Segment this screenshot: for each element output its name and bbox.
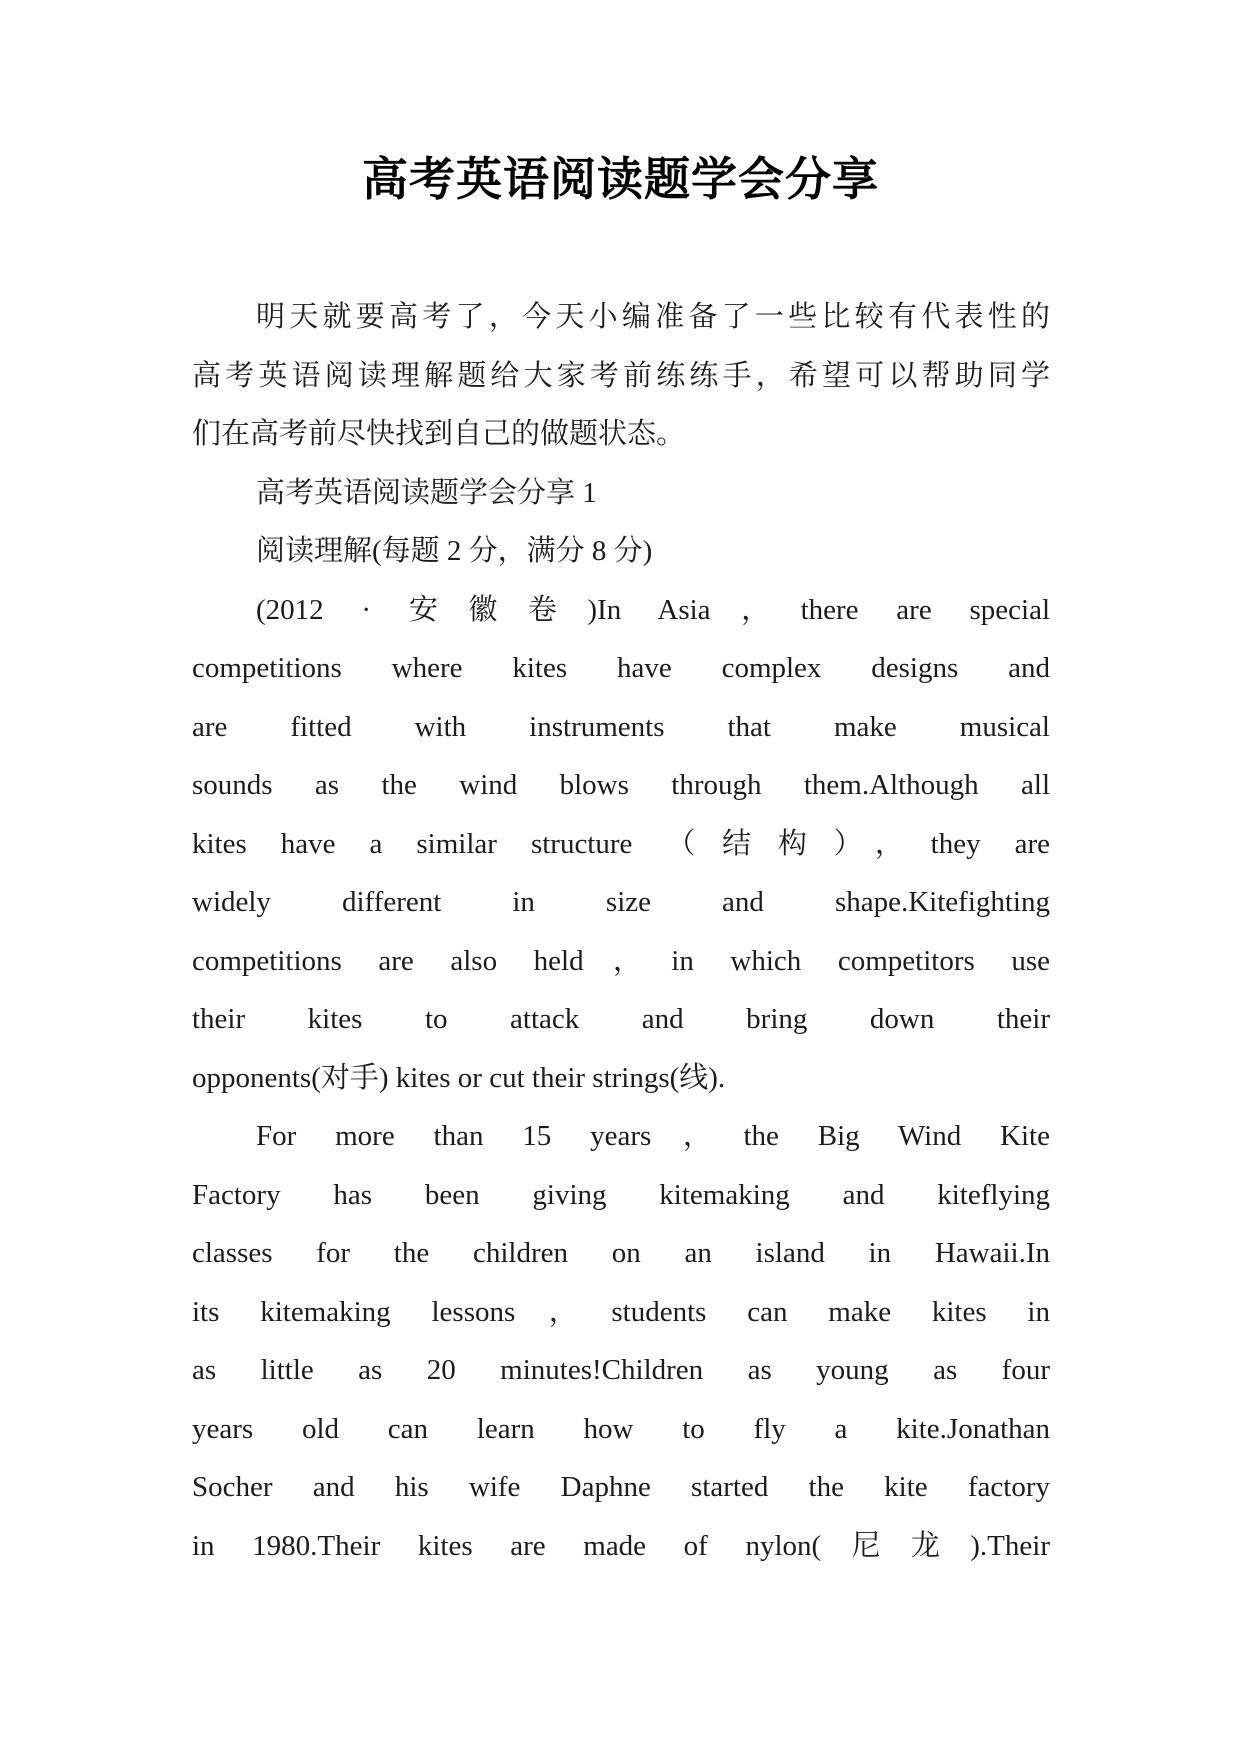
body-line: sounds as the wind blows through them.Although all	[192, 769, 1050, 801]
body-line: are fitted with instruments that make musical	[192, 710, 1050, 743]
body-line: 们在高考前尽快找到自己的做题状态。	[192, 418, 686, 450]
body-line: Socher and his wife Daphne started the kite factory	[192, 1471, 1050, 1503]
body-line: in 1980.Their kites are made of nylon(尼龙).Their	[192, 1529, 1050, 1562]
body-line: 阅读理解(每题 2 分，满分 8 分)	[256, 535, 653, 567]
body-line: competitions where kites have complex designs and	[192, 652, 1050, 684]
body-line: its kitemaking lessons，students can make kites in	[192, 1295, 1050, 1328]
body-line: For more than 15 years，the Big Wind Kite	[256, 1120, 1050, 1152]
body-line: competitions are also held，in which competitors use	[192, 944, 1050, 977]
body-line: years old can learn how to fly a kite.Jonathan	[192, 1412, 1050, 1445]
body-line: widely different in size and shape.Kitefighting	[192, 886, 1050, 918]
body-line: 高考英语阅读理解题给大家考前练练手，希望可以帮助同学	[192, 359, 1050, 392]
body-line: their kites to attack and bring down their	[192, 1003, 1050, 1035]
document-body	[192, 288, 1050, 1575]
body-line: as little as 20 minutes!Children as young as four	[192, 1354, 1050, 1386]
body-line: opponents(对手) kites or cut their strings(线).	[192, 1061, 726, 1094]
body-line: 明天就要高考了，今天小编准备了一些比较有代表性的	[256, 301, 1050, 333]
body-line: Factory has been giving kitemaking and kiteflying	[192, 1178, 1050, 1211]
body-line: (2012 · 安徽卷)In Asia，there are special	[256, 593, 1050, 626]
document-title: 高考英语阅读题学会分享	[362, 153, 879, 205]
body-line: kites have a similar structure （结构），they are	[192, 827, 1050, 860]
body-line: 高考英语阅读题学会分享 1	[256, 476, 597, 509]
body-line: classes for the children on an island in Hawaii.In	[192, 1237, 1050, 1269]
